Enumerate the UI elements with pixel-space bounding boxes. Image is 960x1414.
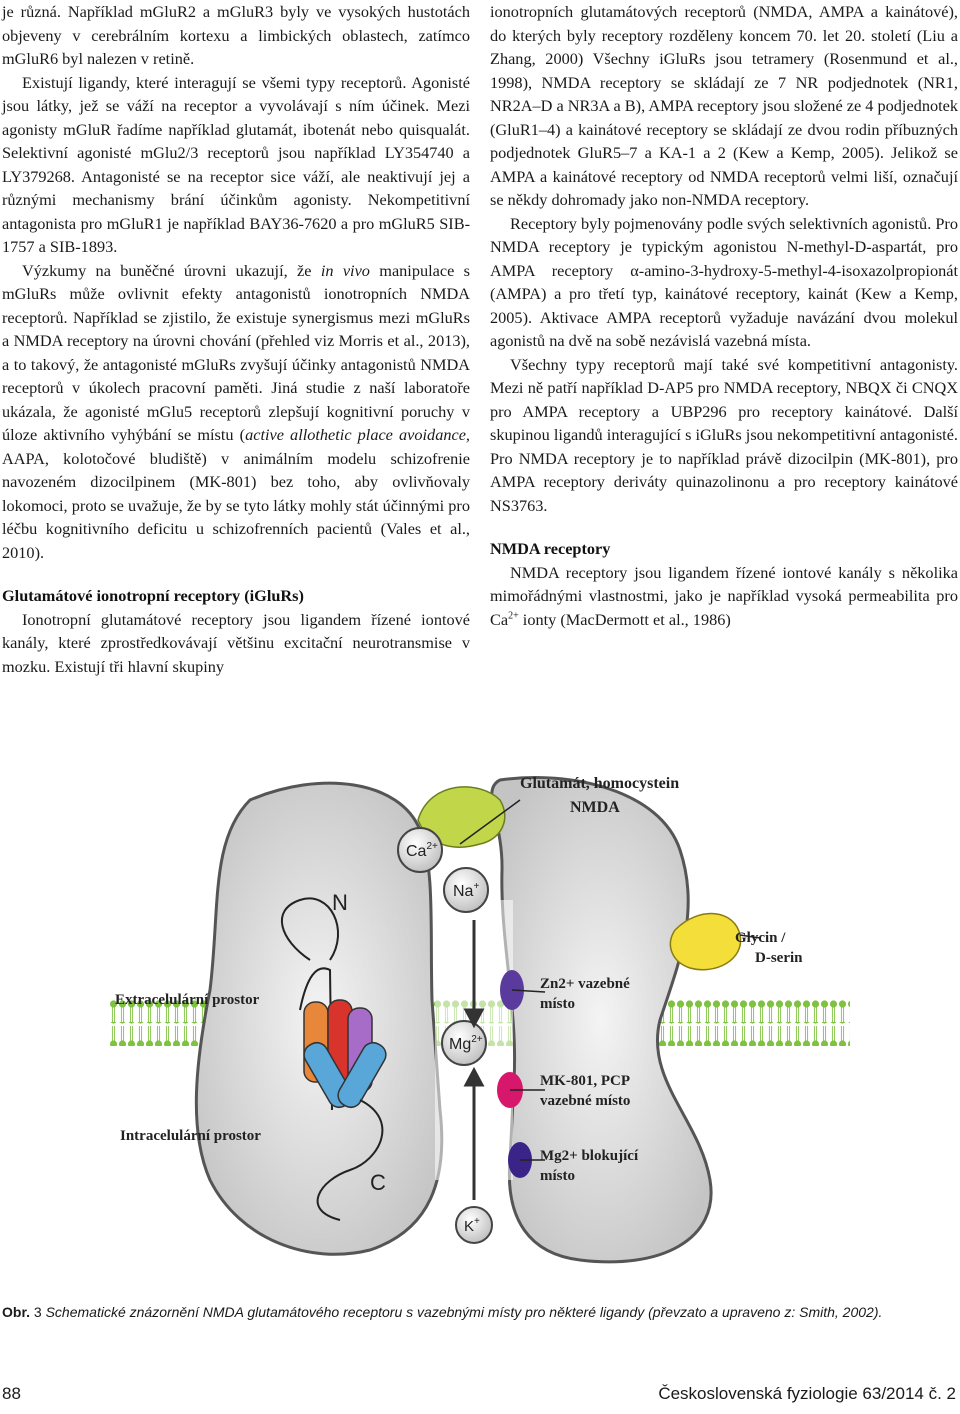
label-mg: $Mg^{2+}$ bbox=[449, 1034, 483, 1053]
label-nmda: NMDA bbox=[570, 799, 620, 816]
nmda-receptor-diagram bbox=[100, 760, 860, 1280]
label-zn-site-line1: Zn2+ vazebné bbox=[540, 976, 630, 992]
paragraph: Existují ligandy, které interagují se všemi typy receptorů. Agonisté jsou látky, jež se váží na receptor a vyvolávají s ním účinek. Mezi agonisty mGluR řadíme například glutamát, ibotenát nebo quisqualát. Selektivní agonisté mGlu2/3 receptorů jsou například LY354740 a LY379268. Antagonisté se na receptor sice váží, ale neaktivují jej a různými mechanismy brání účinkům agonisty. Nekompetitivní antagonista pro mGluR1 je například BAY36-7620 a pro mGluR5 SIB-1757 a SIB-1893. bbox=[2, 72, 470, 256]
label-n-terminus: N bbox=[332, 890, 348, 915]
caption-number: 3 bbox=[33, 1304, 42, 1320]
left-column bbox=[2, 0, 470, 678]
right-column bbox=[490, 0, 958, 631]
paragraph: Ionotropní glutamátové receptory jsou ligandem řízené iontové kanály, které zprostředkovávají většinu excitační neurotransmise v mozku. Existují tři hlavní skupiny bbox=[2, 609, 470, 676]
figure-caption bbox=[2, 1302, 958, 1323]
label-mgblock-line1: Mg2+ blokující bbox=[540, 1148, 639, 1164]
label-zn-site-line2: místo bbox=[540, 996, 575, 1012]
paragraph: ionotropních glutamátových receptorů (NMDA, AMPA a kainátové), do kterých byly receptory rozděleny koncem 70. let 20. století (Liu a Zhang, 2000) Všechny iGluRs jsou tetramery (Rosenmund et al., 1998), NMDA receptory se skládají ze 7 NR podjednotek (NR1, NR2A–D a NR3A a B), AMPA receptory jsou složené ze 4 podjednotek (GluR1–4) a kainátové receptory se skládají ze dvou rodin příbuzných podjednotek GluR5–7 a KA-1 a 2 (Kew a Kemp, 2005). Jelikož se AMPA a kainátové receptory od NMDA receptorů velmi liší, označují se někdy dohromady jako non-NMDA receptory. bbox=[490, 2, 958, 209]
nmda-receptor-figure bbox=[100, 760, 860, 1280]
label-mk-site-line2: vazebné místo bbox=[540, 1093, 631, 1109]
journal-name: Československá fyziologie 63/2014 č. 2 bbox=[658, 1384, 956, 1403]
label-ca: $Ca^{2+}$ bbox=[406, 841, 438, 860]
label-intracellular: Intracelulární prostor bbox=[120, 1128, 261, 1144]
caption-label: Obr. bbox=[2, 1304, 31, 1320]
paragraph: Receptory byly pojmenovány podle svých selektivních agonistů. Pro NMDA receptory je typickým agonistou N-methyl-D-aspartát, pro AMPA receptory α-amino-3-hydroxy-5-methyl-4-isoxazolpropionát (AMPA) a pro třetí typ, kainátové receptory, kainát (Kew a Kemp, 2005). Aktivace AMPA receptorů vyžaduje navázání dvou molekul agonistů na dvě na sobě nezávislá vazebná místa. bbox=[490, 213, 958, 350]
page-number: 88 bbox=[2, 1384, 21, 1403]
label-k: K+ bbox=[464, 1216, 480, 1235]
caption-text: Schematické znázornění NMDA glutamátového receptoru s vazebnými místy pro některé ligandy (převzato a upraveno z: Smith, 2002). bbox=[41, 1304, 883, 1320]
paragraph: je různá. Například mGluR2 a mGluR3 byly ve vysokých hustotách objeveny v cerebrálním kortexu a limbických oblastech, zatímco mGluR6 byl nalezen v retině. bbox=[2, 2, 470, 68]
label-dserin: D-serin bbox=[755, 950, 803, 966]
label-extracellular: Extracelulární prostor bbox=[115, 992, 260, 1008]
section-heading: Glutamátové ionotropní receptory (iGluRs) bbox=[2, 586, 304, 605]
label-c-terminus: C bbox=[370, 1170, 386, 1195]
label-mgblock-line2: místo bbox=[540, 1168, 575, 1184]
paragraph: NMDA receptory jsou ligandem řízené iontové kanály s několika mimořádnými vlastnostmi, jako je například vysoká permeabilita pro $Ca^{2+}$ ionty (MacDermott et al., 1986) bbox=[490, 562, 958, 629]
label-glycin: Glycin / bbox=[735, 930, 786, 946]
paragraph: Výzkumy na buněčné úrovni ukazují, že in vivo manipulace s mGluRs může ovlivnit efekty antagonistů ionotropních NMDA receptorů. Například se zjistilo, že existuje synergismus mezi mGluRs a NMDA receptory na úrovni chování (přehled viz Morris et al., 2013), a to takový, že antagonisté mGluRs zvyšují účinky antagonistů NMDA receptorů v úkolech pracovní paměti. Jiná studie z naší laboratoře ukázala, že agonisté mGlu5 receptorů zlepšují kognitivní poruchy v úloze aktivního vyhýbání se místu (active allothetic place avoidance, AAPA, kolotočové bludiště) v animálním modelu schizofrenie navozeném dizocilpinem (MK-801) bez toho, aby ovlivňovaly lokomoci, proto se uvažuje, že by se tyto látky mohly stát účinnými pro léčbu kognitivního deficitu u schizofrenních pacientů (Vales et al., 2010). bbox=[2, 260, 470, 562]
section-heading: NMDA receptory bbox=[490, 539, 611, 558]
label-mk-site-line1: MK-801, PCP bbox=[540, 1073, 630, 1089]
paragraph: Všechny typy receptorů mají také své kompetitivní antagonisty. Mezi ně patří například D-AP5 pro NMDA receptory, NBQX či CNQX pro AMPA receptory a UBP296 pro receptory kainátové. Další skupinou ligandů interagující s iGluRs jsou nekompetitivní antagonisté. Pro NMDA receptory je to například právě dizocilpin (MK-801), pro AMPA receptory deriváty quinazolinonu a pro receptory kainátové NS3763. bbox=[490, 354, 958, 515]
label-na: Na+ bbox=[453, 881, 480, 900]
label-glutamate: Glutamát, homocystein bbox=[520, 775, 680, 792]
